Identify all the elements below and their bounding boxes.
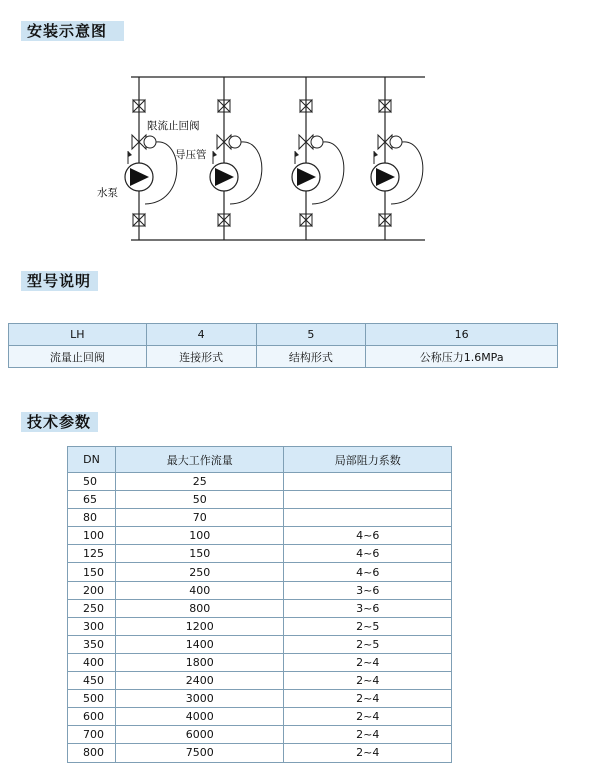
dn-cell: 400 xyxy=(68,653,116,671)
resistance-cell: 2~4 xyxy=(284,690,452,708)
dn-cell: 125 xyxy=(68,545,116,563)
tech-params-table xyxy=(67,446,452,763)
flow-cell: 1400 xyxy=(115,635,284,653)
dn-cell: 100 xyxy=(68,527,116,545)
tech-header-row xyxy=(68,447,452,473)
flow-cell: 150 xyxy=(115,545,284,563)
header-max-flow: 最大工作流量 xyxy=(115,447,284,473)
resistance-cell: 4~6 xyxy=(284,527,452,545)
flow-cell: 1200 xyxy=(115,617,284,635)
resistance-cell: 4~6 xyxy=(284,545,452,563)
resistance-cell: 3~6 xyxy=(284,599,452,617)
resistance-cell: 3~6 xyxy=(284,581,452,599)
dn-cell: 450 xyxy=(68,672,116,690)
label-pump: 水泵 xyxy=(97,187,118,199)
table-row xyxy=(68,635,452,653)
table-row xyxy=(68,617,452,635)
table-row xyxy=(68,473,452,491)
flow-cell: 800 xyxy=(115,599,284,617)
table-row xyxy=(68,708,452,726)
flow-cell: 250 xyxy=(115,563,284,581)
dn-cell: 80 xyxy=(68,509,116,527)
model-meaning-cell: 连接形式 xyxy=(146,346,256,368)
section-title-tech: 技术参数 xyxy=(21,412,98,432)
model-meaning-cell: 公称压力1.6MPa xyxy=(366,346,558,368)
model-meanings-row xyxy=(9,346,558,368)
table-row xyxy=(68,690,452,708)
flow-cell: 2400 xyxy=(115,672,284,690)
flow-cell: 400 xyxy=(115,581,284,599)
table-row xyxy=(68,653,452,671)
model-meaning-cell: 流量止回阀 xyxy=(9,346,147,368)
model-code-cell: 16 xyxy=(366,324,558,346)
label-pressure-pipe: 导压管 xyxy=(175,149,207,161)
resistance-cell: 2~4 xyxy=(284,653,452,671)
resistance-cell xyxy=(284,509,452,527)
installation-diagram xyxy=(95,65,435,250)
dn-cell: 700 xyxy=(68,726,116,744)
flow-cell: 7500 xyxy=(115,744,284,762)
resistance-cell: 4~6 xyxy=(284,563,452,581)
flow-cell: 100 xyxy=(115,527,284,545)
table-row xyxy=(68,744,452,762)
dn-cell: 150 xyxy=(68,563,116,581)
table-row xyxy=(68,563,452,581)
section-title-model: 型号说明 xyxy=(21,271,98,291)
model-meaning-cell: 结构形式 xyxy=(256,346,366,368)
pump-unit xyxy=(210,77,262,240)
dn-cell: 65 xyxy=(68,491,116,509)
model-code-cell: 4 xyxy=(146,324,256,346)
flow-cell: 70 xyxy=(115,509,284,527)
flow-cell: 6000 xyxy=(115,726,284,744)
table-row xyxy=(68,599,452,617)
pump-unit xyxy=(125,77,177,240)
header-dn: DN xyxy=(68,447,116,473)
dn-cell: 250 xyxy=(68,599,116,617)
resistance-cell: 2~5 xyxy=(284,635,452,653)
dn-cell: 200 xyxy=(68,581,116,599)
dn-cell: 500 xyxy=(68,690,116,708)
resistance-cell: 2~4 xyxy=(284,726,452,744)
dn-cell: 350 xyxy=(68,635,116,653)
pump-unit xyxy=(292,77,344,240)
flow-cell: 50 xyxy=(115,491,284,509)
label-check-valve: 限流止回阀 xyxy=(147,120,200,132)
resistance-cell xyxy=(284,473,452,491)
table-row xyxy=(68,672,452,690)
flow-cell: 25 xyxy=(115,473,284,491)
resistance-cell xyxy=(284,491,452,509)
resistance-cell: 2~4 xyxy=(284,744,452,762)
table-row xyxy=(68,491,452,509)
flow-cell: 4000 xyxy=(115,708,284,726)
flow-cell: 1800 xyxy=(115,653,284,671)
dn-cell: 600 xyxy=(68,708,116,726)
table-row xyxy=(68,527,452,545)
resistance-cell: 2~4 xyxy=(284,708,452,726)
model-table xyxy=(8,323,558,368)
model-code-cell: 5 xyxy=(256,324,366,346)
resistance-cell: 2~5 xyxy=(284,617,452,635)
dn-cell: 300 xyxy=(68,617,116,635)
table-row xyxy=(68,509,452,527)
resistance-cell: 2~4 xyxy=(284,672,452,690)
dn-cell: 800 xyxy=(68,744,116,762)
section-title-install: 安装示意图 xyxy=(21,21,124,41)
table-row xyxy=(68,545,452,563)
flow-cell: 3000 xyxy=(115,690,284,708)
pump-unit xyxy=(371,77,423,240)
header-resistance: 局部阻力系数 xyxy=(284,447,452,473)
model-codes-row xyxy=(9,324,558,346)
dn-cell: 50 xyxy=(68,473,116,491)
table-row xyxy=(68,726,452,744)
model-code-cell: LH xyxy=(9,324,147,346)
table-row xyxy=(68,581,452,599)
